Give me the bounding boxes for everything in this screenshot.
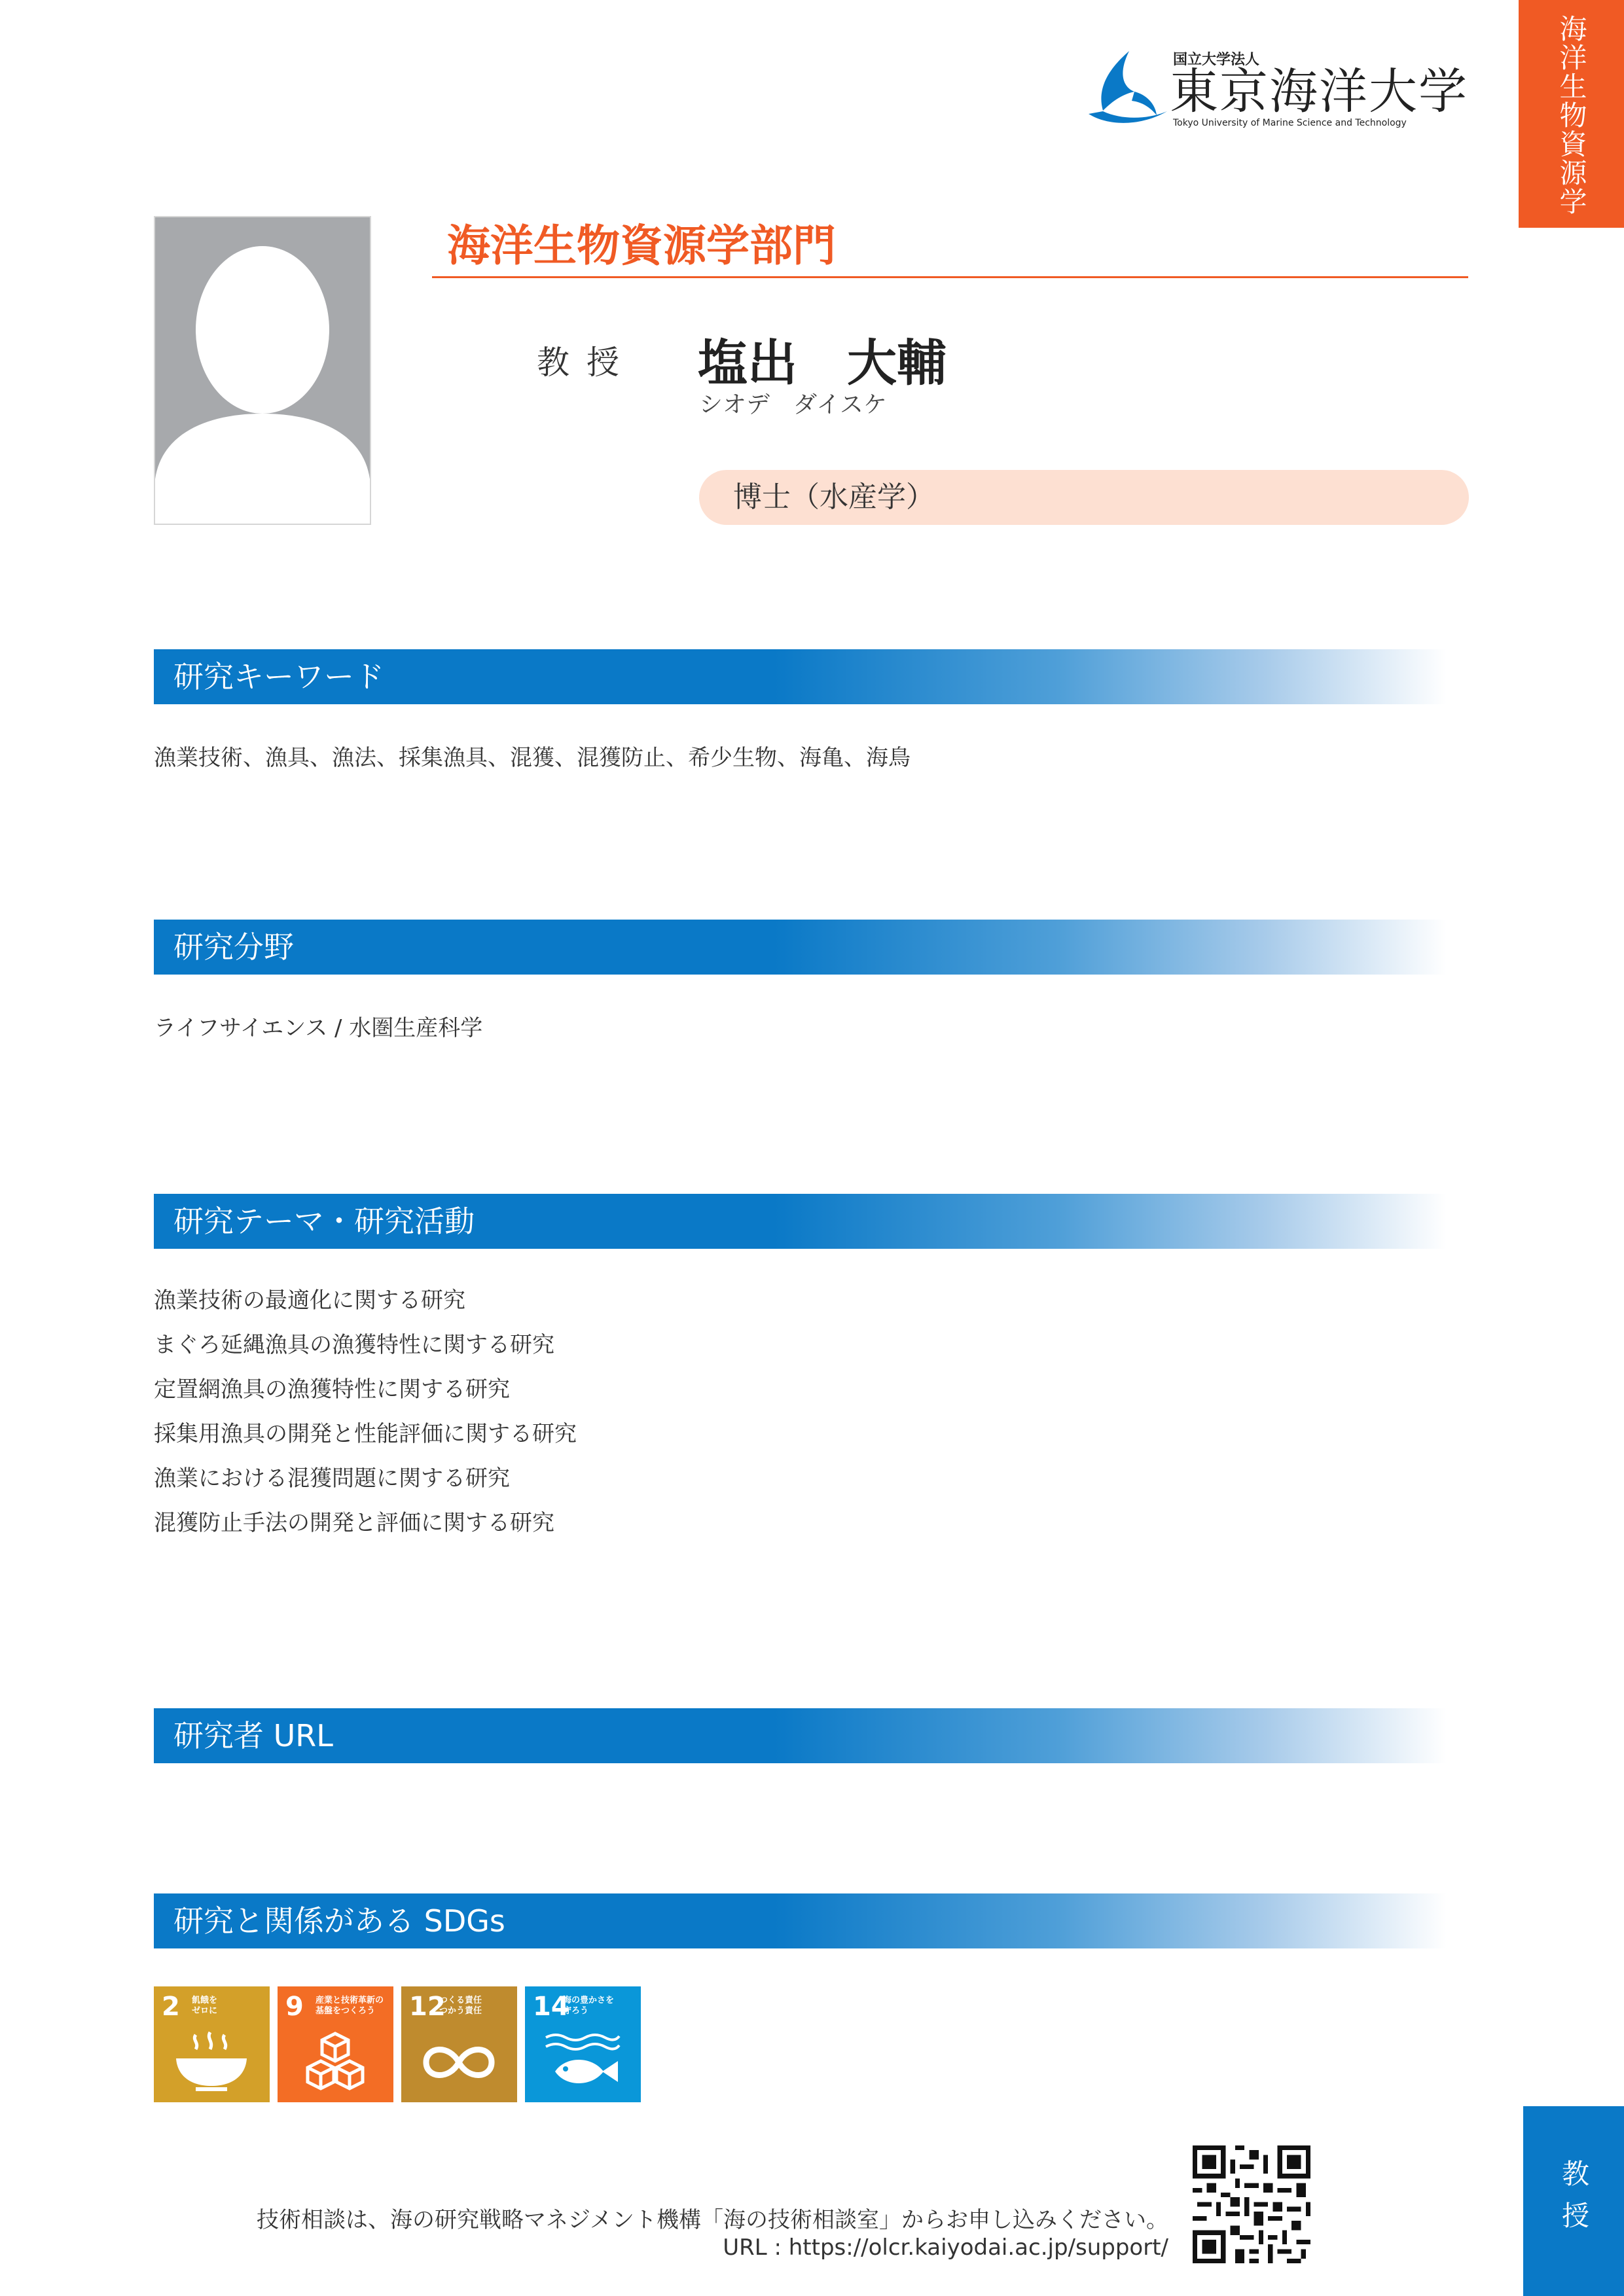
sdg-label: つくる責任 つかう責任 (439, 1996, 482, 2016)
sdg-number: 2 (162, 1992, 180, 2022)
sdg-goal-2 (154, 1986, 270, 2102)
list-item: まぐろ延縄漁具の漁獲特性に関する研究 (154, 1332, 554, 1358)
sdg-goal-12 (401, 1986, 517, 2102)
sdg-label: 飢餓を ゼロに (192, 1996, 218, 2016)
logo-english-name: Tokyo University of Marine Science and Technology (1173, 118, 1407, 128)
keywords-heading: 研究キーワード (154, 649, 1447, 704)
position-side-tab-label: 教授 (1558, 2159, 1590, 2243)
category-side-tab-label: 海洋生物資源学 (1555, 14, 1588, 216)
sdg-number: 9 (285, 1992, 304, 2022)
university-logo (1083, 46, 1468, 134)
sdg-label: 海の豊かさを 守ろう (563, 1996, 615, 2016)
department-divider (432, 276, 1468, 278)
logo-kicker: 国立大学法人 (1173, 52, 1260, 68)
field-text: ライフサイエンス / 水圏生産科学 (154, 1015, 483, 1041)
bowl-icon (172, 2031, 251, 2094)
researcher-name-kana: シオデ ダイスケ (699, 391, 887, 418)
list-item: 混獲防止手法の開発と評価に関する研究 (154, 1510, 554, 1536)
list-item: 採集用漁具の開発と性能評価に関する研究 (154, 1421, 577, 1447)
category-side-tab (1519, 0, 1624, 228)
themes-heading: 研究テーマ・研究活動 (154, 1194, 1447, 1249)
logo-university-name: 東京海洋大学 (1170, 63, 1468, 120)
researcher-url-heading: 研究者 URL (154, 1708, 1447, 1763)
qr-code-icon (1193, 2145, 1310, 2263)
wave-logo-icon (1083, 48, 1172, 127)
department-title: 海洋生物資源学部門 (447, 221, 836, 271)
cubes-icon (296, 2031, 374, 2094)
list-item: 定置網漁具の漁獲特性に関する研究 (154, 1376, 510, 1403)
sdg-label: 産業と技術革新の 基盤をつくろう (316, 1996, 384, 2016)
list-item: 漁業技術の最適化に関する研究 (154, 1287, 465, 1314)
sdg-number: 14 (533, 1992, 569, 2022)
sdg-icons (154, 1986, 641, 2102)
position-side-tab (1523, 2106, 1624, 2296)
avatar-silhouette-icon (155, 217, 370, 524)
sdgs-heading: 研究と関係がある SDGs (154, 1893, 1447, 1948)
researcher-name: 塩出 大輔 (698, 334, 947, 392)
sdg-number: 12 (409, 1992, 446, 2022)
sdg-goal-9 (278, 1986, 393, 2102)
field-heading: 研究分野 (154, 920, 1447, 975)
fish-icon (543, 2031, 622, 2094)
sdg-goal-14 (525, 1986, 641, 2102)
keywords-text: 漁業技術、漁具、漁法、採集漁具、混獲、混獲防止、希少生物、海亀、海鳥 (154, 745, 911, 771)
themes-list (154, 1278, 577, 1545)
position-label: 教授 (537, 344, 636, 382)
support-url[interactable]: URL : https://olcr.kaiyodai.ac.jp/support/ (723, 2234, 1168, 2261)
infinity-icon (420, 2031, 498, 2094)
consultation-note: 技術相談は、海の研究戦略マネジメント機構「海の技術相談室」からお申し込みください。 (257, 2207, 1168, 2233)
list-item: 漁業における混獲問題に関する研究 (154, 1465, 510, 1492)
degree-badge: 博士（水産学） (699, 470, 1469, 525)
profile-photo-placeholder (154, 216, 371, 525)
